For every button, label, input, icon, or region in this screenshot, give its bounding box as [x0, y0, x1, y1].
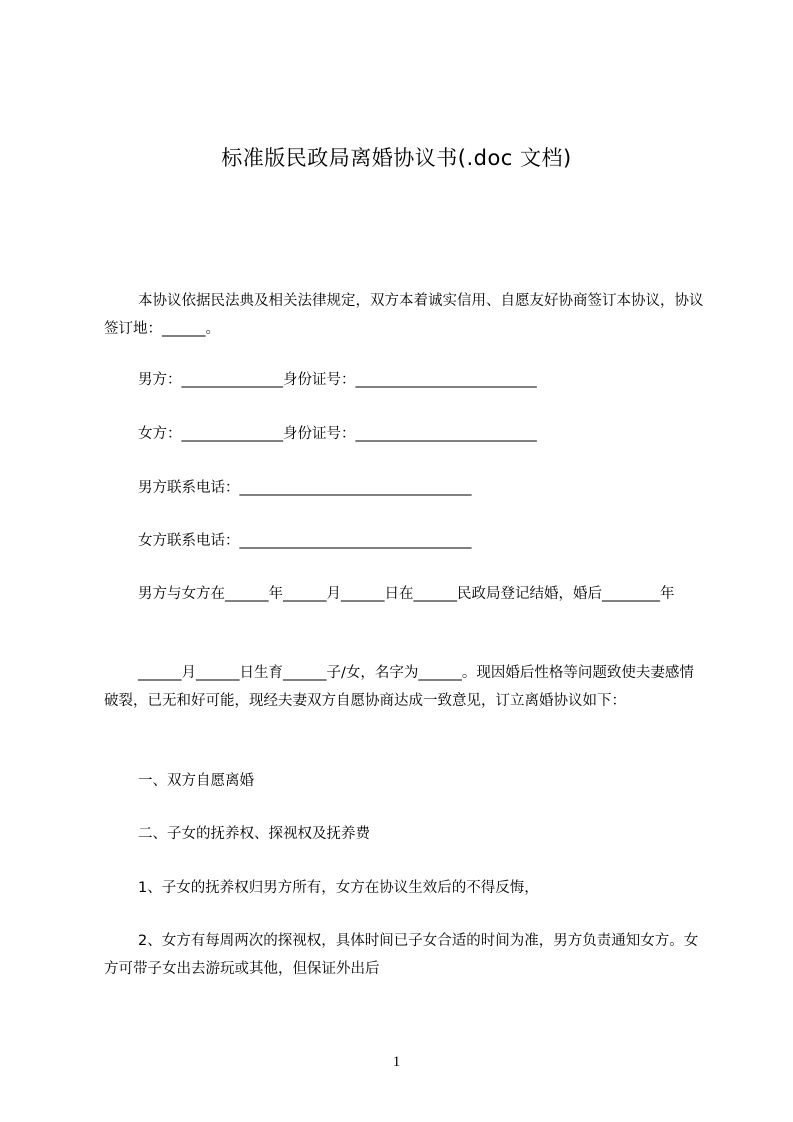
paragraph-female-phone: 女方联系电话：________________________________: [138, 533, 472, 549]
paragraph-female-id: 女方：______________身份证号：_________________________: [138, 426, 537, 442]
clause-2: 2、女方有每周两次的探视权，具体时间已子女合适的时间为准，男方负责通知女方。女方可带子女出去游玩或其他，但保证外出后: [104, 933, 699, 977]
paragraph-children: ______月______日生育______子/女，名字为______。现因婚后性格等问题致使夫妻感情破裂，已无和好可能，现经夫妻双方自愿协商达成一致意见，订立离婚协议如下：: [104, 665, 694, 709]
paragraph-marriage: 男方与女方在______年______月______日在______民政局登记结婚，婚后________年: [138, 586, 675, 602]
section-heading-2: 二、子女的抚养权、探视权及抚养费: [138, 826, 370, 842]
paragraph-male-id: 男方：______________身份证号：_________________________: [138, 372, 537, 388]
clause-1: 1、子女的抚养权归男方所有，女方在协议生效后的不得反悔，: [138, 880, 539, 896]
page-number: 1: [392, 1054, 401, 1070]
paragraph-male-phone: 男方联系电话：________________________________: [138, 480, 472, 496]
paragraph-intro: 本协议依据民法典及相关法律规定，双方本着诚实信用、自愿友好协商签订本协议，协议签订地：______。: [104, 293, 704, 337]
section-heading-1: 一、双方自愿离婚: [138, 773, 254, 789]
document-title: 标准版民政局离婚协议书(.doc 文档): [221, 146, 572, 170]
